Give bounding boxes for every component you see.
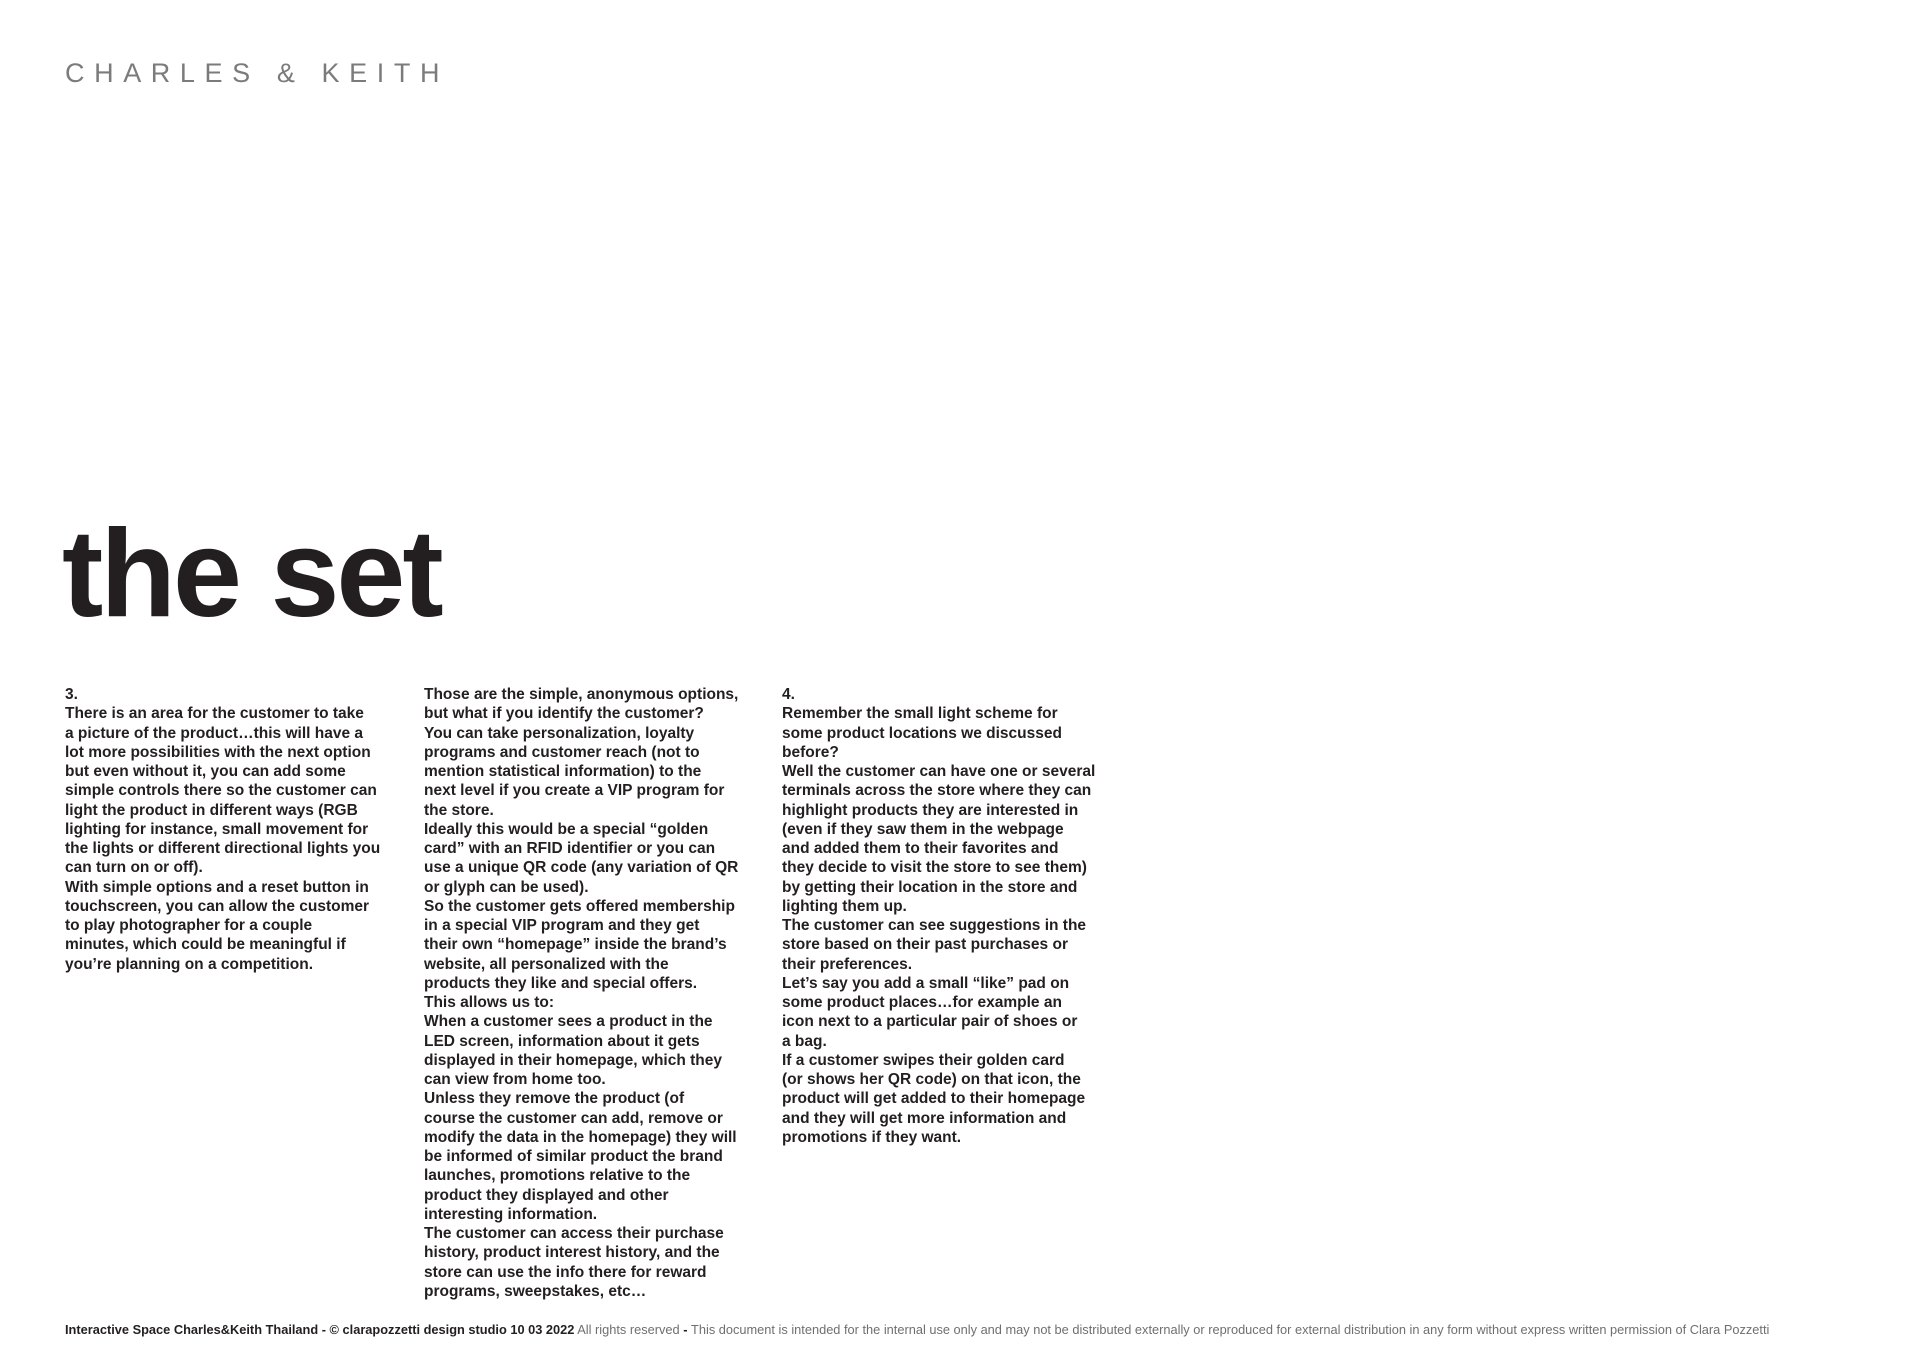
- paragraph-line: The customer can see suggestions in the: [782, 917, 1087, 934]
- paragraph-line: icon next to a particular pair of shoes or: [782, 1013, 1078, 1031]
- paragraph-line: some product places…for example an: [782, 994, 1062, 1011]
- paragraph-line: can view from home too.: [424, 1071, 606, 1088]
- paragraph-line: 4.: [782, 686, 795, 703]
- paragraph-line: store can use the info there for reward: [424, 1263, 707, 1281]
- paragraph-line: and they will get more information and: [782, 1109, 1067, 1127]
- paragraph-line: a picture of the product…this will have a: [65, 724, 363, 742]
- footer-separator: -: [683, 1322, 692, 1337]
- paragraph-line: promotions if they want.: [782, 1128, 962, 1146]
- paragraph-line: terminals across the store where they can: [782, 782, 1092, 800]
- paragraph-line: product will get added to their homepage: [782, 1090, 1086, 1108]
- paragraph-line: programs, sweepstakes, etc…: [424, 1282, 647, 1300]
- paragraph-line: the lights or different directional lights you: [65, 840, 381, 857]
- paragraph-line: The customer can access their purchase: [424, 1225, 724, 1242]
- paragraph-line: This allows us to:: [424, 994, 555, 1011]
- paragraph-line: their own “homepage” inside the brand’s: [424, 936, 727, 954]
- paragraph-line: If a customer swipes their golden card: [782, 1051, 1065, 1069]
- paragraph-line: lighting them up.: [782, 897, 907, 915]
- paragraph-line: and added them to their favorites and: [782, 840, 1059, 857]
- paragraph-line: Remember the small light scheme for: [782, 705, 1058, 723]
- text-column-2: [424, 685, 738, 1301]
- paragraph-line: (or shows her QR code) on that icon, the: [782, 1071, 1081, 1088]
- paragraph-line: card” with an RFID identifier or you can: [424, 840, 716, 857]
- footer-notice: [65, 1324, 1769, 1337]
- paragraph-line: in a special VIP program and they get: [424, 917, 700, 934]
- paragraph-line: lot more possibilities with the next option: [65, 743, 371, 761]
- paragraph-line: use a unique QR code (any variation of QR: [424, 859, 739, 877]
- paragraph-line: course the customer can add, remove or: [424, 1109, 723, 1127]
- text-column-3: [782, 685, 1095, 1147]
- paragraph-line: light the product in different ways (RGB: [65, 801, 358, 819]
- paragraph-line: you’re planning on a competition.: [65, 955, 314, 973]
- page-title: the set: [62, 505, 441, 643]
- paragraph-line: touchscreen, you can allow the customer: [65, 897, 370, 915]
- paragraph-line: the store.: [424, 801, 494, 819]
- paragraph-line: You can take personalization, loyalty: [424, 724, 695, 742]
- paragraph-line: mention statistical information) to the: [424, 763, 702, 780]
- paragraph-line: or glyph can be used).: [424, 878, 589, 896]
- paragraph-line: but even without it, you can add some: [65, 763, 346, 780]
- paragraph-line: product they displayed and other: [424, 1186, 669, 1204]
- text-column-1: [65, 685, 380, 974]
- paragraph-line: store based on their past purchases or: [782, 936, 1068, 954]
- paragraph-line: With simple options and a reset button in: [65, 878, 369, 896]
- paragraph-line: (even if they saw them in the webpage: [782, 820, 1064, 838]
- paragraph-line: their preferences.: [782, 955, 913, 973]
- paragraph-line: before?: [782, 743, 839, 761]
- paragraph-line: be informed of similar product the brand: [424, 1148, 723, 1165]
- paragraph-line: modify the data in the homepage) they will: [424, 1128, 737, 1146]
- paragraph-line: some product locations we discussed: [782, 724, 1062, 742]
- paragraph-line: a bag.: [782, 1032, 827, 1050]
- paragraph-line: can turn on or off).: [65, 859, 203, 877]
- paragraph-line: Ideally this would be a special “golden: [424, 820, 709, 838]
- footer-rights: All rights reserved: [574, 1322, 684, 1337]
- paragraph-line: by getting their location in the store and: [782, 878, 1078, 896]
- paragraph-line: they decide to visit the store to see them): [782, 859, 1087, 877]
- brand-logo: CHARLES & KEITH: [65, 58, 450, 88]
- footer-credit: Interactive Space Charles&Keith Thailand - © clarapozzetti design studio 10 03 2022: [65, 1322, 575, 1337]
- paragraph-line: interesting information.: [424, 1205, 598, 1223]
- paragraph-line: next level if you create a VIP program for: [424, 782, 725, 800]
- paragraph-line: simple controls there so the customer can: [65, 782, 377, 800]
- paragraph-line: but what if you identify the customer?: [424, 705, 704, 723]
- paragraph-line: Those are the simple, anonymous options,: [424, 686, 739, 703]
- paragraph-line: There is an area for the customer to take: [65, 705, 364, 723]
- paragraph-line: Unless they remove the product (of: [424, 1090, 685, 1108]
- paragraph-line: displayed in their homepage, which they: [424, 1051, 723, 1069]
- paragraph-line: website, all personalized with the: [424, 955, 669, 973]
- footer-disclaimer: This document is intended for the internal use only and may not be distributed externally or reproduced for external distribution in any form without express written permission of Clara Pozzetti: [691, 1322, 1770, 1337]
- paragraph-line: So the customer gets offered membership: [424, 897, 735, 915]
- paragraph-line: Well the customer can have one or several: [782, 763, 1096, 780]
- paragraph-line: LED screen, information about it gets: [424, 1032, 700, 1050]
- paragraph-line: programs and customer reach (not to: [424, 743, 700, 761]
- paragraph-line: Let’s say you add a small “like” pad on: [782, 974, 1070, 992]
- paragraph-line: products they like and special offers.: [424, 974, 698, 992]
- paragraph-line: history, product interest history, and the: [424, 1244, 720, 1262]
- paragraph-line: highlight products they are interested in: [782, 801, 1079, 819]
- paragraph-line: minutes, which could be meaningful if: [65, 936, 346, 954]
- paragraph-line: When a customer sees a product in the: [424, 1013, 713, 1031]
- paragraph-line: lighting for instance, small movement for: [65, 820, 369, 838]
- paragraph-line: launches, promotions relative to the: [424, 1167, 691, 1185]
- paragraph-line: to play photographer for a couple: [65, 917, 313, 934]
- paragraph-line: 3.: [65, 686, 78, 703]
